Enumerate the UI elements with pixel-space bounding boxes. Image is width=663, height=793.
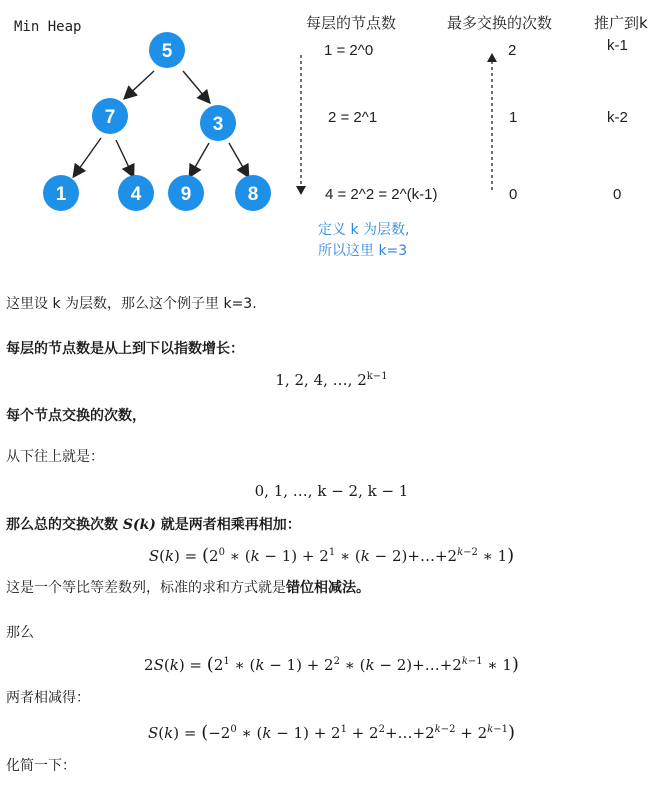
header-generalize: 推广到k bbox=[594, 14, 648, 32]
row-1-general: k-1 bbox=[607, 37, 628, 54]
paragraph-simplify: 化简一下： bbox=[6, 758, 76, 774]
heading-swap-count: 每个节点交换的次数， bbox=[6, 408, 146, 424]
heap-node-9-label: 9 bbox=[180, 184, 192, 205]
math-node-sequence-base: 1, 2, 4, …, 2 bbox=[275, 371, 367, 389]
math-node-sequence-exponent: k−1 bbox=[366, 371, 388, 382]
heap-node-9 bbox=[168, 175, 204, 211]
heading-total-swaps-var: S(k) bbox=[122, 517, 156, 533]
row-2-general: k-2 bbox=[607, 109, 628, 126]
paragraph-bottom-up: 从下往上就是： bbox=[6, 449, 104, 465]
paragraph-k-definition: 这里设 k 为层数，那么这个例子里 k=3. bbox=[6, 296, 257, 312]
dashed-arrow-up-head bbox=[487, 53, 497, 62]
paragraph-subtract: 两者相减得： bbox=[6, 690, 90, 706]
edge-7-4 bbox=[116, 140, 133, 176]
edge-5-3 bbox=[183, 71, 209, 102]
heap-node-3 bbox=[200, 105, 236, 141]
row-3-swaps: 0 bbox=[509, 186, 518, 203]
paragraph-then: 那么 bbox=[6, 625, 34, 641]
heap-node-1 bbox=[43, 175, 79, 211]
heap-node-8-label: 8 bbox=[247, 184, 259, 205]
edge-3-9 bbox=[190, 143, 209, 176]
heading-total-swaps-post: 就是两者相乘再相加： bbox=[155, 517, 301, 533]
math-node-sequence bbox=[0, 369, 663, 391]
min-heap-figure bbox=[0, 0, 663, 275]
heap-node-7-label: 7 bbox=[104, 107, 116, 128]
row-3-general: 0 bbox=[613, 186, 622, 203]
math-2sk: $2S(k) = (2^1$ ∗ $(k - 1) + 2^2$ ∗ $(k - 2)+\dots+2^{k-1}$ ∗ 1) bbox=[144, 654, 519, 675]
math-sk-definition: $S(k) = (2^0$ ∗ $(k - 1) + 2^1$ ∗ $(k - 2)+\dots+2^{k-2}$ ∗ 1) bbox=[148, 545, 515, 566]
min-heap-label: Min Heap bbox=[14, 19, 82, 35]
edge-3-8 bbox=[229, 143, 248, 176]
heap-node-4-label: 4 bbox=[130, 184, 142, 205]
heap-node-1-label: 1 bbox=[55, 184, 67, 205]
paragraph-method-text: 这是一个等比等差数列，标准的求和方式就是 bbox=[6, 580, 286, 596]
row-2-swaps: 1 bbox=[509, 109, 518, 126]
dashed-arrow-down-head bbox=[296, 186, 306, 195]
row-3-count: 4 = 2^2 = 2^(k-1) bbox=[325, 186, 438, 203]
header-max-swaps: 最多交换的次数 bbox=[447, 14, 553, 32]
edge-5-7 bbox=[125, 71, 154, 98]
heap-node-8 bbox=[235, 175, 271, 211]
min-heap-diagram bbox=[0, 0, 663, 275]
row-1-count: 1 = 2^0 bbox=[324, 42, 374, 59]
paragraph-method bbox=[6, 578, 656, 598]
heap-node-3-label: 3 bbox=[212, 114, 224, 135]
paragraph-method-bold: 错位相减法。 bbox=[286, 580, 370, 596]
note-line-1: 定义 k 为层数, bbox=[318, 222, 410, 238]
heading-total-swaps bbox=[6, 515, 656, 535]
heap-node-4 bbox=[118, 175, 154, 211]
math-difference: $S(k) = (-2^0$ ∗ $(k - 1) + 2^1$ + $2^2+\dots+2^{k-2} + 2^{k-1}$) bbox=[148, 722, 515, 743]
row-1-swaps: 2 bbox=[508, 42, 517, 59]
edge-7-1 bbox=[74, 138, 101, 176]
header-nodes-per-level: 每层的节点数 bbox=[306, 14, 397, 32]
row-2-count: 2 = 2^1 bbox=[328, 109, 378, 126]
heading-total-swaps-pre: 那么总的交换次数 bbox=[6, 517, 123, 533]
heap-node-7 bbox=[92, 98, 128, 134]
math-swap-sequence: 0, 1, …, k − 2, k − 1 bbox=[254, 482, 409, 500]
heading-node-growth: 每层的节点数是从上到下以指数增长： bbox=[6, 341, 244, 357]
heap-node-5-label: 5 bbox=[161, 41, 173, 62]
note-line-2: 所以这里 k=3 bbox=[318, 243, 408, 259]
heap-node-5 bbox=[149, 32, 185, 68]
